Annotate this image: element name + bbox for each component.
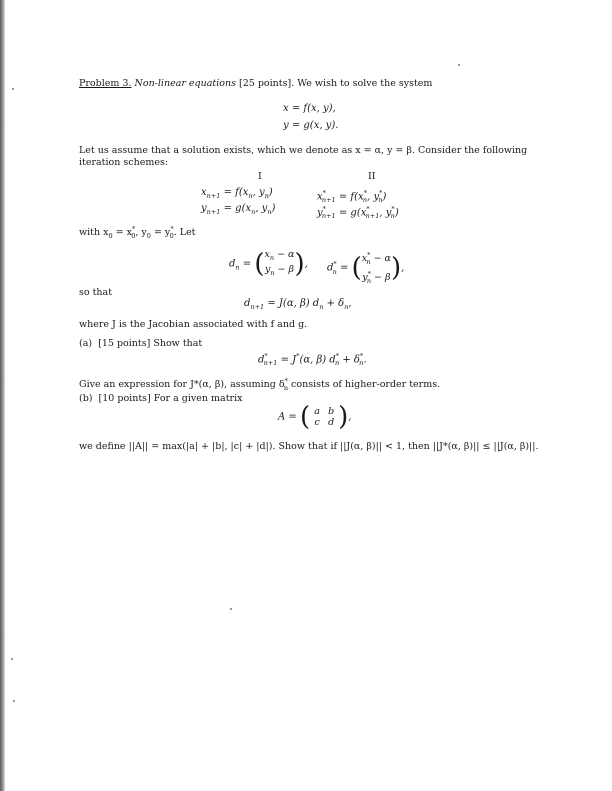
- recurrence-equation: $d_{n+1} = J(\alpha$, β) $d_n + \delta_n$,: [244, 298, 352, 311]
- part-b-line: [79, 393, 242, 405]
- scan-speck: [458, 64, 460, 66]
- problem-intro: We wish to solve the system: [297, 78, 433, 89]
- so-that-text: so that: [79, 287, 113, 298]
- part-b-points: [10 points]: [98, 393, 151, 404]
- part-a-line: [79, 338, 202, 350]
- scan-speck: [11, 658, 13, 660]
- assumption-line: Let us assume that a solution exists, which we denote as x = α, y = β. Consider the following: [79, 145, 528, 156]
- problem-points: [25 points].: [239, 78, 295, 89]
- scheme-1-eq1: $x_{n+1} = f(x_n$, $y_n$): [201, 187, 273, 200]
- problem-number: Problem 3.: [79, 78, 132, 89]
- part-b-label: (b): [79, 393, 93, 404]
- part-a-expression-line: Give an expression for J*(α, β), assuming $\delta^*_n$ consists of higher-order terms.: [79, 377, 441, 393]
- system-eq1: x = f(x, y),: [283, 103, 336, 114]
- jacobian-definition: where J is the Jacobian associated with f and g.: [79, 319, 308, 330]
- scan-speck: [12, 88, 14, 90]
- scheme-1-eq2: $y_{n+1} = g(x_n$, $y_n$): [201, 203, 276, 216]
- part-b-text: For a given matrix: [153, 393, 243, 404]
- scheme-2-eq1: $x^*_{n+1} = f(x^*_n$, $y^*_n$): [317, 189, 387, 205]
- part-a-points: [15 points]: [98, 338, 151, 349]
- problem-heading-line: [79, 78, 432, 90]
- system-eq2: y = g(x, y).: [283, 120, 339, 131]
- scheme-label-I: I: [258, 171, 262, 182]
- vector-d-star-definition: $d^*_n = (x^*_n - \alpha$ $y^*_n - \beta$),: [327, 251, 405, 286]
- scheme-label-II: II: [368, 171, 376, 182]
- scan-speck: [13, 700, 15, 702]
- part-a-text: Show that: [153, 338, 203, 349]
- initial-condition-line: with $x_0 = x^*_0$, $y_0 = y^*_0$. Let: [79, 225, 196, 241]
- vector-d-definition: $d_n = (x_n - \alpha$ $y_n - \beta$),: [229, 248, 308, 279]
- part-a-label: (a): [79, 338, 93, 349]
- scheme-2-eq2: $y^*_{n+1} = g(x^*_{n+1}$, $y^*_n$): [317, 205, 399, 221]
- part-a-equation: $d^*_{n+1} = J^*(\alpha$, β) $d^*_n + \delta^*_n$.: [258, 352, 367, 368]
- problem-title: Non-linear equations: [134, 78, 236, 89]
- scan-speck: [230, 608, 232, 610]
- matrix-a: A = ( a b c d ),: [278, 402, 352, 432]
- scan-edge: [0, 0, 5, 791]
- norm-definition-line: we define ||A|| = max(|a| + |b|, |c| + |d|). Show that if ||J(α, β)|| < 1, then ||J*(α, β)|| ≤ ||J(α, β)||.: [79, 441, 539, 452]
- iteration-schemes-line: iteration schemes:: [79, 157, 169, 168]
